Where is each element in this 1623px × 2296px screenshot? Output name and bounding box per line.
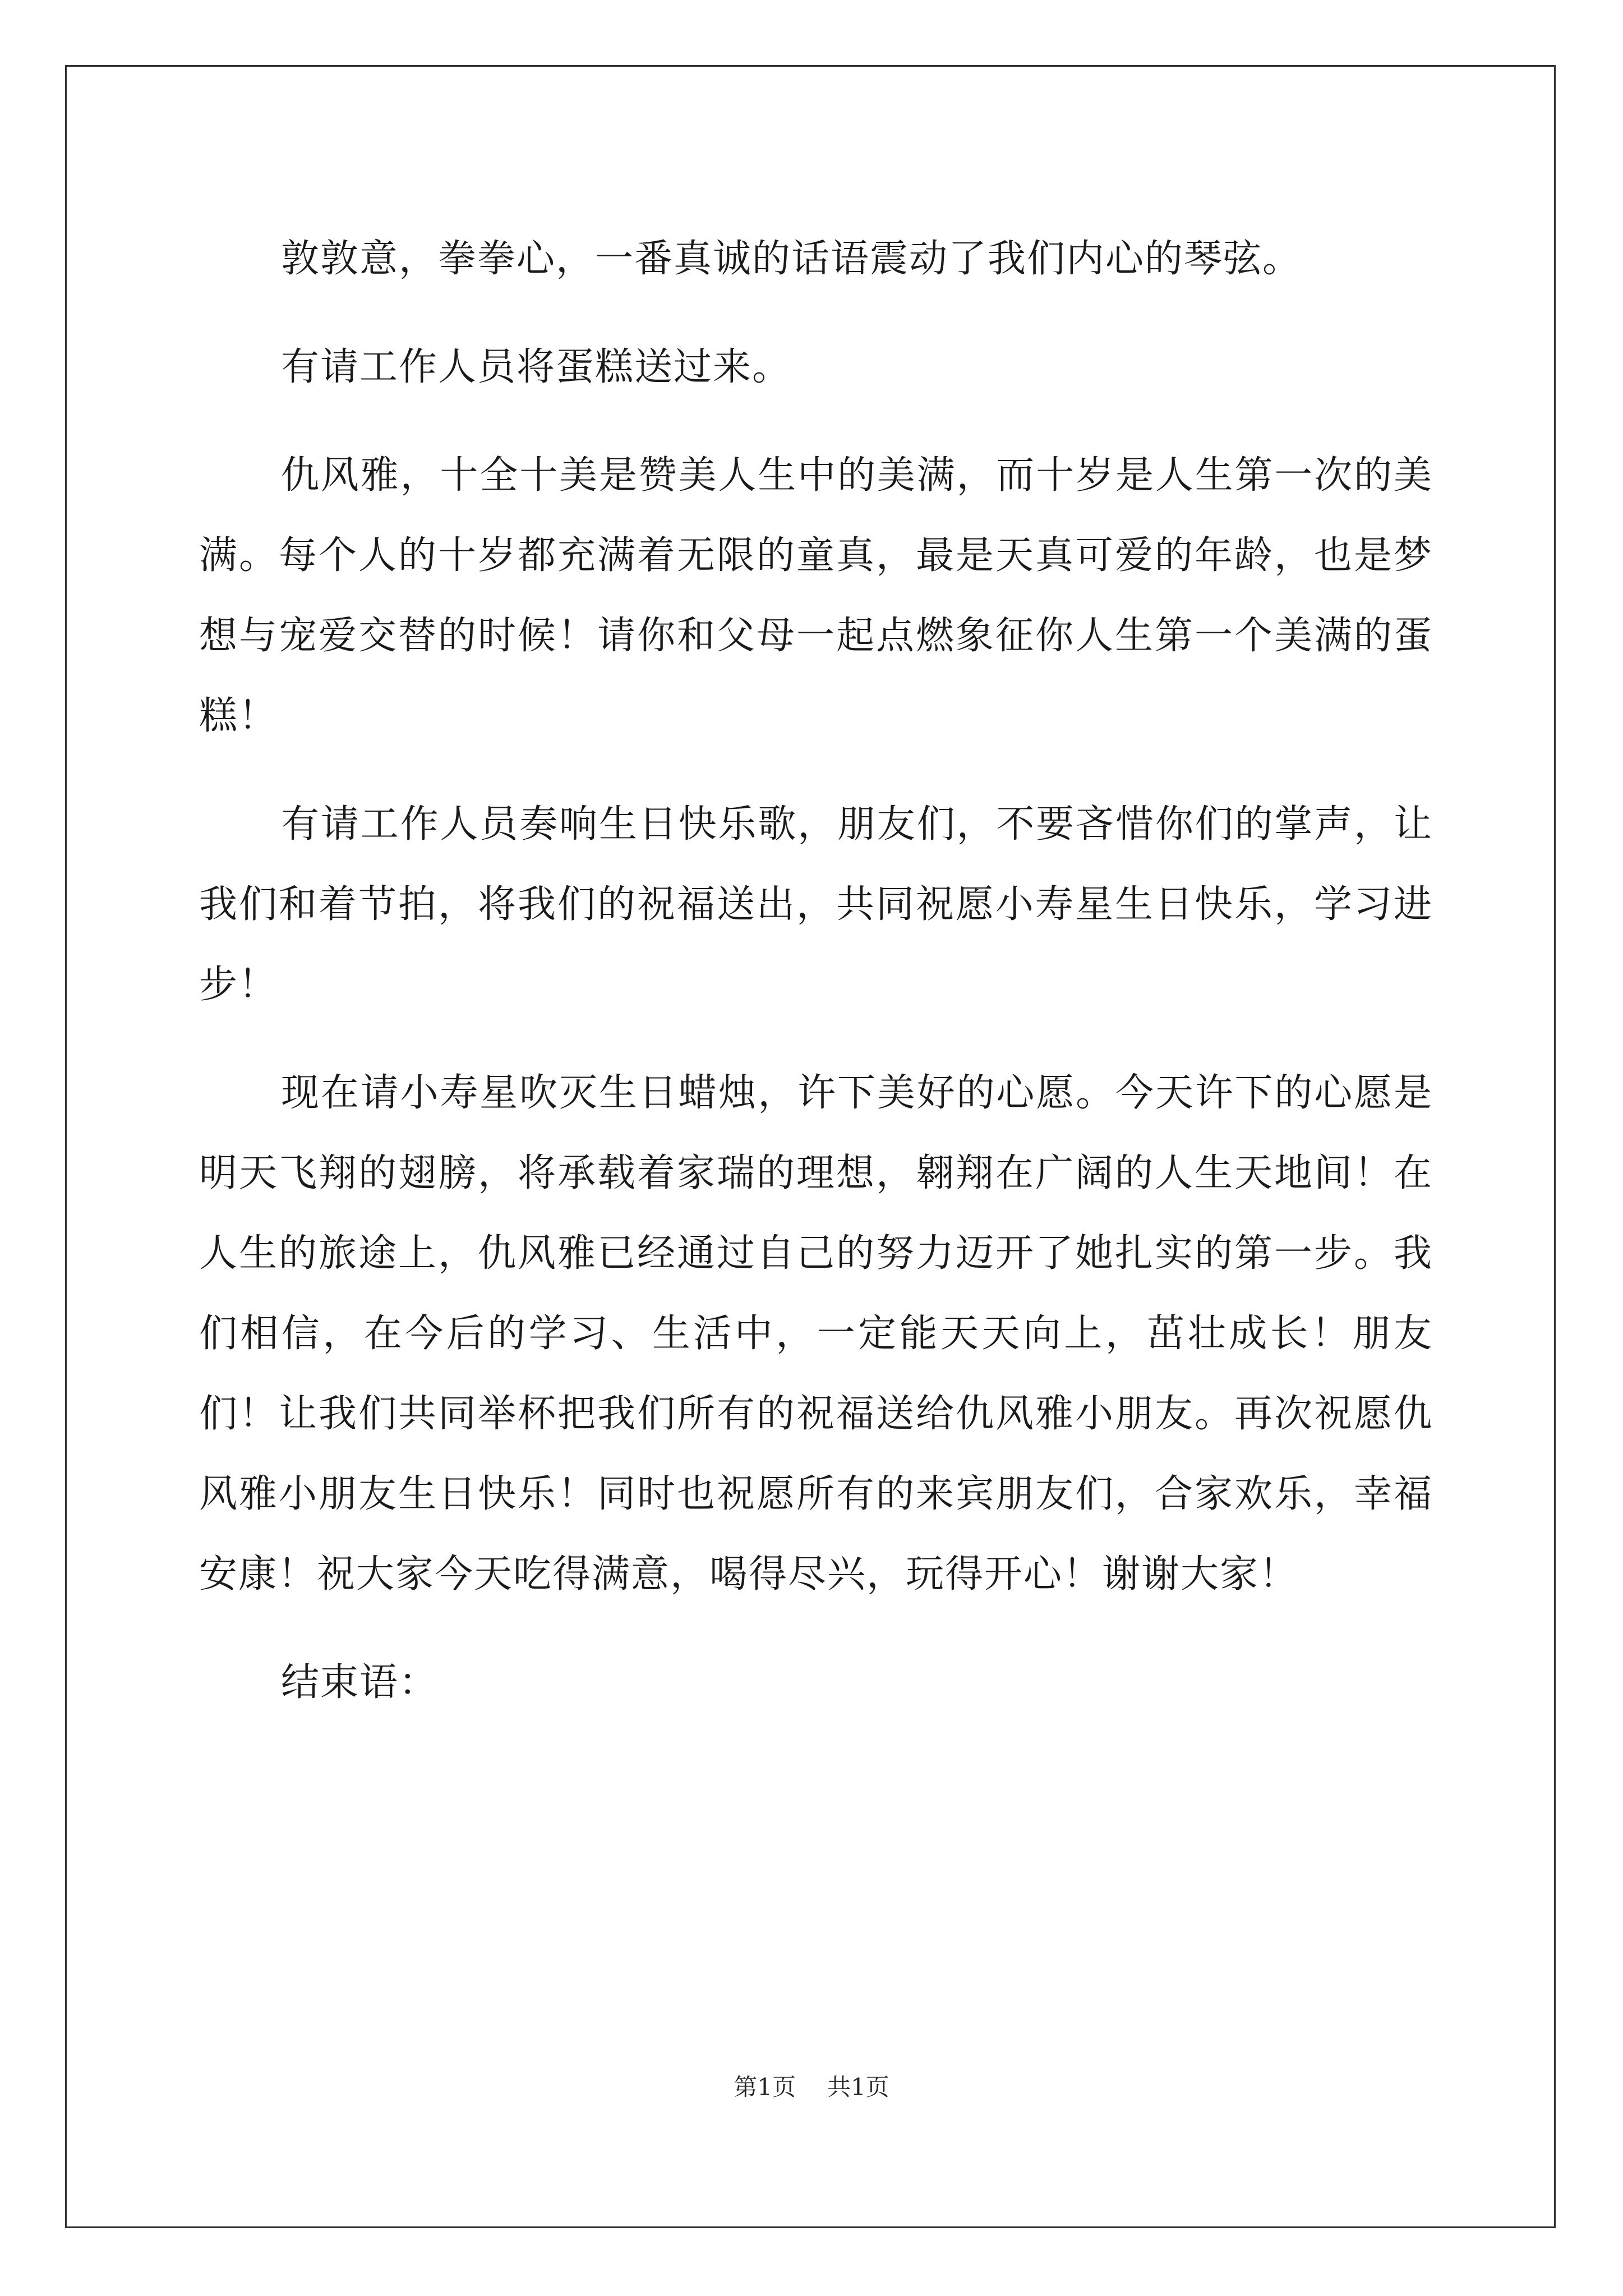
paragraph: 有请工作人员将蛋糕送过来。 — [281, 345, 792, 389]
paragraph: 有请工作人员奏响生日快乐歌，朋友们，不要吝惜你们的掌声，让我们和着节拍，将我们的祝福送出，共同祝愿小寿星生日快乐，学习进步！ — [199, 802, 1433, 1007]
page-number-current: 第1页 — [734, 2073, 796, 2101]
page-number-total: 共1页 — [827, 2073, 889, 2101]
paragraph: 结束语： — [281, 1660, 439, 1705]
paragraph: 仇风雅，十全十美是赞美人生中的美满，而十岁是人生第一次的美满。每个人的十岁都充满着无限的童真，最是天真可爱的年龄，也是梦想与宠爱交替的时候！请你和父母一起点燃象征你人生第一个美满的蛋糕！ — [199, 453, 1433, 738]
document-body — [199, 219, 1433, 1751]
paragraph: 现在请小寿星吹灭生日蜡烛，许下美好的心愿。今天许下的心愿是明天飞翔的翅膀，将承载着家瑞的理想，翱翔在广阔的人生天地间！在人生的旅途上，仇风雅已经通过自己的努力迈开了她扎实的第一步。我们相信，在今后的学习、生活中，一定能天天向上，茁壮成长！朋友们！让我们共同举杯把我们所有的祝福送给仇风雅小朋友。再次祝愿仇风雅小朋友生日快乐！同时也祝愿所有的来宾朋友们，合家欢乐，幸福安康！祝大家今天吃得满意，喝得尽兴，玩得开心！谢谢大家！ — [199, 1071, 1433, 1596]
paragraph: 敦敦意，拳拳心，一番真诚的话语震动了我们内心的琴弦。 — [281, 237, 1302, 281]
page-footer — [0, 2069, 1623, 2102]
